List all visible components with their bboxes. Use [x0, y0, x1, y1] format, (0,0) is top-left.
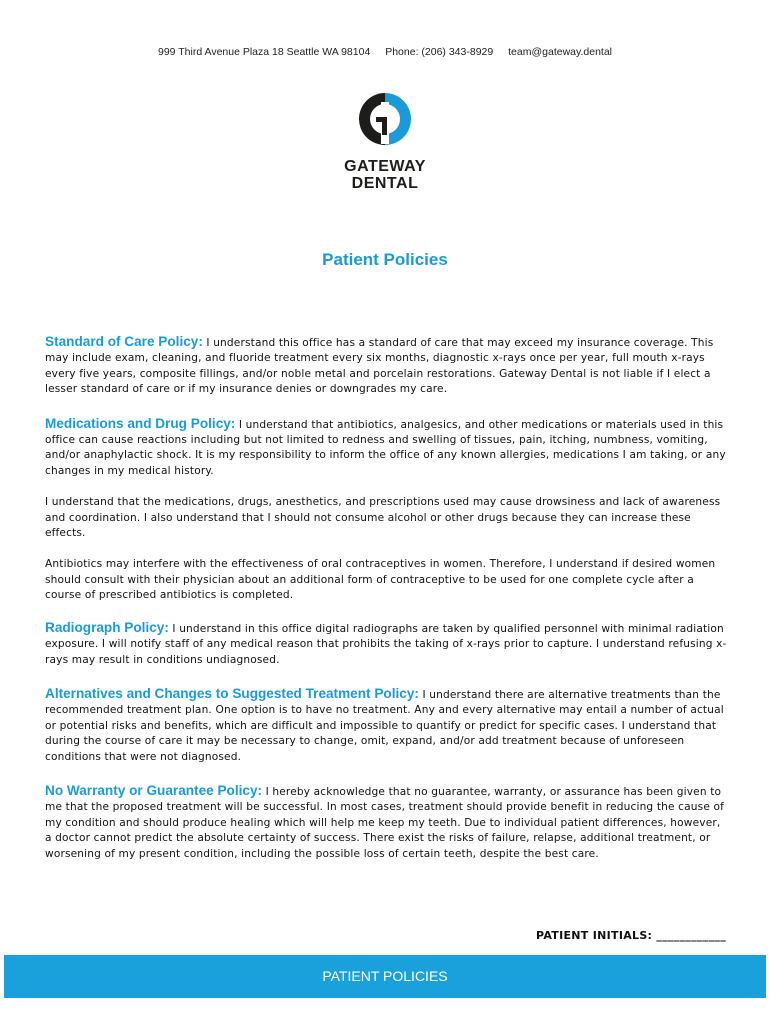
radiograph-policy: [45, 620, 730, 668]
brand-wordmark: [0, 158, 770, 192]
no-warranty-policy: [45, 783, 730, 862]
policy-heading: Standard of Care Policy:: [45, 334, 203, 349]
policies-body: [45, 334, 730, 880]
policy-text: I understand that antibiotics, analgesics, and other medications or materials used in this office can cause reactions including but not limited to redness and swelling of tissues, pain, itching, numbness, vomiting, and/or anaphylactic shock. It is my responsibility to inform the office of any known allergies, medications I am taking, or any changes in my medical history.: [45, 418, 726, 477]
email-text: team@gateway.dental: [508, 46, 612, 58]
policy-text: I understand there are alternative treatments than the recommended treatment plan. One option is to have no treatment. Any and every alternative may entail a number of actual or potential risks and benefits, which are difficult and impossible to quantify or predict for specific cases. I understand that during the course of care it may be necessary to change, omit, expand, and/or add treatment because of unforeseen conditions that were not diagnosed.: [45, 688, 724, 763]
phone-text: Phone: (206) 343-8929: [385, 46, 494, 58]
brand-line-2: DENTAL: [351, 175, 419, 192]
medications-paragraph-3: Antibiotics may interfere with the effectiveness of oral contraceptives in women. Therefore, I understand if desired women should consult with their physician about an additional form of contraceptive to be used for one complete cycle after a course of prescribed antibiotics is completed.: [45, 558, 716, 602]
policy-text: I understand this office has a standard of care that may exceed my insurance coverage. This may include exam, cleaning, and fluoride treatment every six months, diagnostic x-rays once per year, full mouth x-rays every five years, composite fillings, and/or noble metal and porcelain restorations. Gateway Dental is not liable if I elect a lesser standard of care or if my insurance denies or downgrades my care.: [45, 337, 714, 396]
policy-heading: No Warranty or Guarantee Policy:: [45, 782, 263, 798]
page-title: Patient Policies: [322, 250, 448, 269]
policy-text: I hereby acknowledge that no guarantee, warranty, or assurance has been given to me that the proposed treatment will be successful. In most cases, treatment should provide benefit in reducing the cause of my condition and should produce healing which will help me keep my teeth. Due to individual patient differences, however, a doctor cannot predict the absolute certainty of success. There exist the risks of failure, relapse, additional treatment, or worsening of my present condition, including the possible loss of certain teeth, despite the best care.: [45, 785, 725, 860]
policy-heading: Medications and Drug Policy:: [45, 415, 236, 431]
patient-initials-field[interactable]: PATIENT INITIALS: ____________: [535, 929, 726, 942]
brand-line-1: GATEWAY: [344, 158, 426, 175]
policy-text: I understand in this office digital radiographs are taken by qualified personnel with minimal radiation exposure. I will notify staff of any medical reason that prohibits the taking of x-rays prior to capture. I understand refusing x-rays may result in conditions undiagnosed.: [45, 622, 727, 666]
contact-line: [0, 46, 770, 58]
policy-heading: Alternatives and Changes to Suggested Treatment Policy:: [45, 685, 419, 701]
footer-banner: PATIENT POLICIES: [4, 955, 766, 998]
gateway-dental-logo-icon: [355, 90, 415, 148]
address-text: 999 Third Avenue Plaza 18 Seattle WA 98104: [158, 46, 371, 58]
medications-policy: [45, 416, 730, 480]
policy-heading: Radiograph Policy:: [45, 619, 169, 635]
alternatives-policy: [45, 686, 730, 765]
medications-paragraph-2: I understand that the medications, drugs, anesthetics, and prescriptions used may cause drowsiness and lack of awareness and coordination. I also understand that I should not consume alcohol or other drugs because they can increase these effects.: [45, 496, 721, 540]
standard-of-care-policy: [45, 334, 730, 398]
